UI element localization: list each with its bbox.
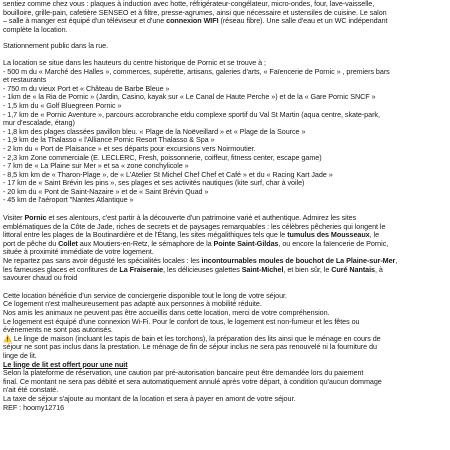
list-item: - 1,5 km du « Golf Bluegreen Pornic » xyxy=(3,100,122,110)
rule-line: Nos amis les animaux ne peuvent pas être accueillis dans cette location, merci de votre compréhension. xyxy=(3,308,330,317)
deposit-paragraph: Selon la plateforme de réservation, une caution par pré-autorisation bancaire peut être demandée lors du paiement final. Ce montant ne sera pas débité et sera automatiquement annulé après votre départ, à condition qu'aucun dommage n'ait été constaté. La taxe de séjour s'ajoute au montant de la location et sera à payer en amont de votre séjour. xyxy=(3,368,382,403)
rule-line: Le logement est équipé d'une connexion Wi-Fi. Pour le confort de tous, le logement est non-fumeur et les fêtes ou xyxy=(3,316,360,326)
list-item: - 1,9 km de la Thalasso « l'Alliance Pornic Resort Thalasso & Spa » xyxy=(3,135,215,145)
list-item: - 7 km de « La Plaine sur Mer » et sa « zone conchylicole » xyxy=(3,161,189,171)
location-intro: La location se situe dans les hauteurs du centre historique de Pornic et se trouve à ; xyxy=(3,57,266,67)
offer-title: Le linge de lit est offert pour une nuit xyxy=(3,359,128,369)
list-item: - 1,8 km des plages classées pavillon bleu. « Plage de la Noëveillard » et « Plage de la Source » xyxy=(3,126,306,136)
list-item: - 1,7 km de « Pornic Aventure », parcours accrobranche etdu complexe sportif du Val St Martin (aqua centre, skate-park, xyxy=(3,109,380,119)
list-item: et restaurants xyxy=(3,75,47,85)
list-item: - 8,5 km km de « Tharon-Plage », de « L'Atelier St Michel Chef Chef et Café » et du « Racing Kart Jade » xyxy=(3,169,333,179)
rule-line: événements ne sont pas autorisés. xyxy=(3,325,113,335)
list-item: - 1km de « la Ria de Pornic » (Jardin, Casino, kayak sur « Le Canal de Haute Perche ») et de la « Gare Pornic SNCF » xyxy=(3,92,376,102)
list-item: - 750 m du vieux Port et « Château de Barbe Bleue » xyxy=(3,83,170,93)
list-item: - 2 km du « Port de Plaisance » et ses départs pour excursions vers Noirmoutier. xyxy=(3,143,256,153)
rules-paragraph xyxy=(3,292,447,335)
parking-text: Stationnement public dans la rue. xyxy=(3,41,109,51)
intro-paragraph xyxy=(3,0,447,34)
list-item: - 45 km de l'aéroport "Nantes Atlantique » xyxy=(3,195,134,205)
wifi-highlight: connexion WIFI xyxy=(166,16,219,26)
intro-line: sentiez comme chez vous : plaques à induction avec hotte, réfrigérateur-congélateur, micro-ondes, four, lave-vaisselle, xyxy=(3,0,375,8)
list-item: - 20 km du « Pont de Saint-Nazaire » et de « Saint Brévin Quad » xyxy=(3,186,209,196)
reference-code: REF : hoomy12716 xyxy=(3,402,65,412)
intro-line: – salle à manger est équipé d'un téléviseur et d'une connexion WIFI (réseau fibre). Une salle d'eau et un WC indépendant xyxy=(3,16,388,26)
intro-line: complète la location. xyxy=(3,24,68,34)
linen-warning: ⚠️ Le linge de maison (incluant les tapis de bain et les torchons), la préparation des lits ainsi que le ménage en cours de séjour ne sont pas inclus dans la prestation. Le ménage de fin de séjour inclus ne sera pas renouvelé ni la fourniture du linge de lit. xyxy=(3,333,381,360)
list-item: - 17 km de « Saint Brévin les pins », ses plages et ses activités nautiques (kite surf, char à voile) xyxy=(3,178,305,188)
listing-description xyxy=(3,0,447,412)
intro-line: bouilloire, grille-pain, cafetière SENSEO et à filtre, presse-agrumes, ainsi que nécessaire et ustensiles de cuisine. Le salon xyxy=(3,7,387,17)
rule-line: Ce logement n'est malheureusement pas adapté aux personnes à mobilité réduite. xyxy=(3,299,262,309)
list-item: mur d'escalade, étang) xyxy=(3,118,75,128)
rule-line: Cette location bénéficie d'un service de conciergerie disponible tout le long de votre séjour. xyxy=(3,290,287,300)
distance-list xyxy=(3,68,447,206)
list-item: - 2,3 km Zone commerciale (E. LECLERC, Fresh, poissonnerie, coiffeur, fitness center, escape game) xyxy=(3,152,322,162)
list-item: - 500 m du « Marché des Halles », commerces, supérette, artisans, galeries d'arts, « Faïencerie de Pornic » , premiers bars xyxy=(3,66,390,76)
visit-paragraph: Visiter Pornic et ses alentours, c'est partir à la découverte d'un patrimoine varié et authentique. Admirez les sites emblématiques de la Côte de Jade, riches de secrets et de paysages remarquables : les célèbres pêcheries qui longent le littoral entre les plages de la Boutinardière et de l'Étang, les sites mégalithiques tels que le tumulus des Mousseaux, le port de pêche du Collet aux Moutiers-en-Retz, le sémaphore de la Pointe Saint-Gildas, ou encore la faïencerie de Pornic, située à proximité immédiate de votre logement. Ne repartez pas sans avoir dégusté les spécialités locales : les incontournables moules de bouchot de La Plaine-sur-Mer, les fameuses glaces et confitures de La Fraiseraie, les délicieuses galettes Saint-Michel, et bien sûr, le Curé Nantais, à savourer chaud ou froid xyxy=(3,213,398,283)
